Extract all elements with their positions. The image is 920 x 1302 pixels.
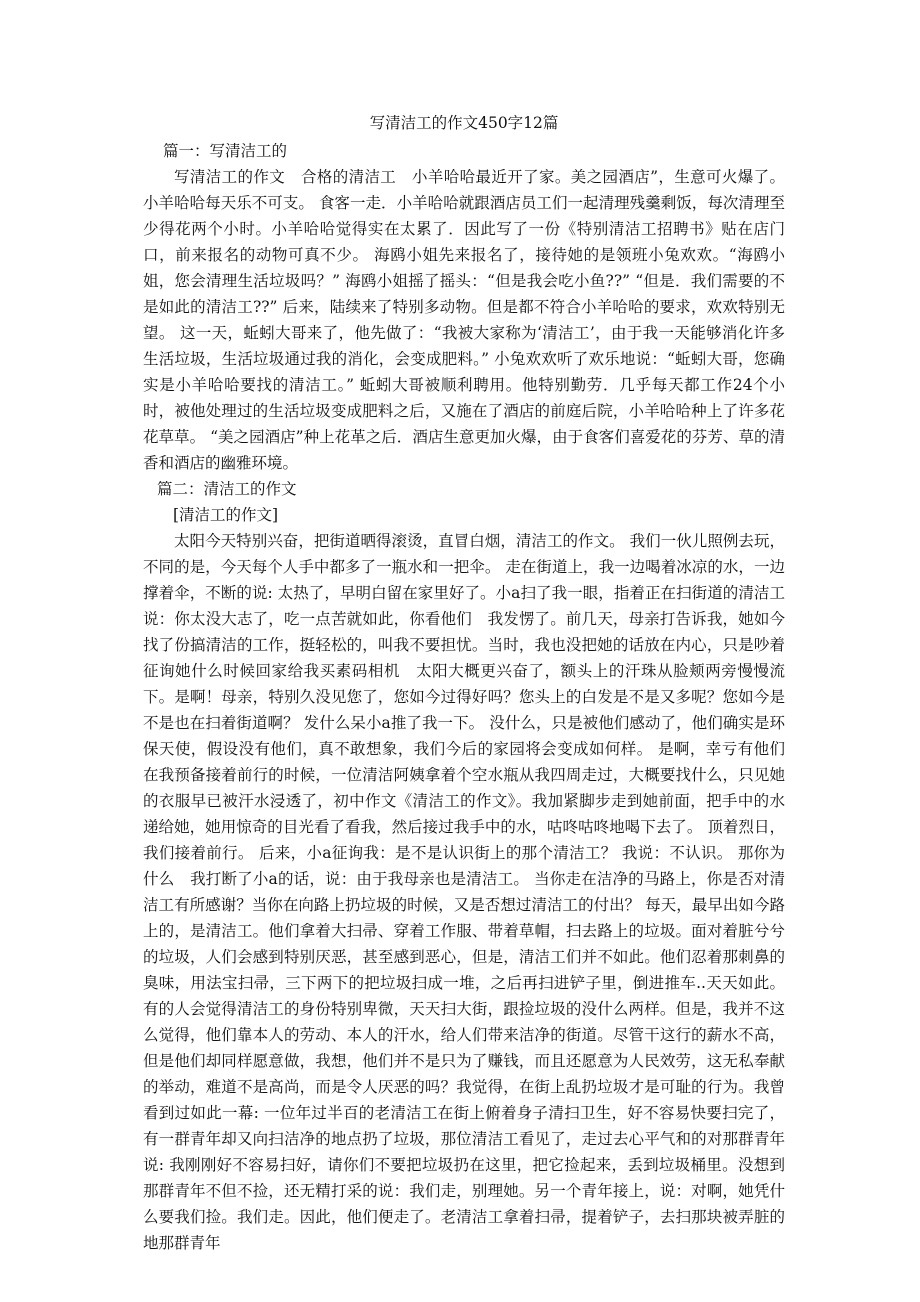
document-title: 写清洁工的作文450字12篇 [369, 114, 559, 132]
section-2-subheading: [清洁工的作文] [173, 506, 279, 524]
section-2-body: 太阳今天特别兴奋，把街道晒得滚烫，直冒白烟，清洁工的作文。 我们一伙儿照例去玩，不同的是，今天每个人手中都多了一瓶水和一把伞。 走在街道上，我一边喝着冰凉的水，一边撑着伞，不断的说: 太热了，早明白留在家里好了。小a扫了我一眼，指着正在扫街道的清洁工说：你太没大志了，吃一点苦就如此，你看他们 我发愣了。前几天，母亲打告诉我，她如今找了份搞清洁的工作，挺轻松的，叫我不要担忧。当时，我也没把她的话放在内心，只是吵着征询她什么时候回家给我买素码相机 太阳大概更兴奋了，额头上的汗珠从脸颊两旁慢慢流下。是啊！母亲，特别久没见您了，您如今过得好吗？您头上的白发是不是又多呢？您如今是不是也在扫着街道啊？ 发什么呆小a推了我一下。 没什么，只是被他们感动了，他们确实是环保天使，假设没有他们，真不敢想象，我们今后的家园将会变成如何样。 是啊，幸亏有他们 在我预备接着前行的时候，一位清洁阿姨拿着个空水瓶从我四周走过，大概要找什么，只见她的衣服早已被汗水浸透了，初中作文《清洁工的作文》。我加紧脚步走到她前面，把手中的水递给她，她用惊奇的目光看了看我，然后接过我手中的水，咕咚咕咚地喝下去了。 顶着烈日，我们接着前行。 后来，小a征询我：是不是认识街上的那个清洁工？ 我说：不认识。 那你为什么 我打断了小a的话，说：由于我母亲也是清洁工。 当你走在洁净的马路上，你是否对清洁工有所感谢？当你在向路上扔垃圾的时候，又是否想过清洁工的付出？ 每天，最早出如今路上的，是清洁工。他们拿着大扫帚、穿着工作服、带着草帽，扫去路上的垃圾。面对着脏兮兮的垃圾，人们会感到特别厌恶，甚至感到恶心，但是，清洁工们并不如此。他们忍着那刺鼻的臭味，用法宝扫帚，三下两下的把垃圾扫成一堆，之后再扫进铲子里，倒进推车..天天如此。有的人会觉得清洁工的身份特别卑微，天天扫大街，跟捡垃圾的没什么两样。但是，我并不这么觉得，他们靠本人的劳动、本人的汗水，给人们带来洁净的街道。尽管干这行的薪水不高，但是他们却同样愿意做，我想，他们并不是只为了赚钱，而且还愿意为人民效劳，这无私奉献的举动，难道不是高尚，而是令人厌恶的吗？我觉得，在街上乱扔垃圾才是可耻的行为。我曾看到过如此一幕: 一位年过半百的老清洁工在街上俯着身子清扫卫生，好不容易快要扫完了，有一群青年却又向扫洁净的地点扔了垃圾，那位清洁工看见了，走过去心平气和的对那群青年说: 我刚刚好不容易扫好，请你们不要把垃圾扔在这里，把它捡起来，丢到垃圾桶里。没想到那群青年不但不捡，还无精打采的说：我们走，别理她。另一个青年接上，说：对啊，她凭什么要我们捡。我们走。因此，他们便走了。老清洁工拿着扫帚，提着铲子，去扫那块被弄脏的地那群青年 [143, 532, 817, 1252]
section-1-body: 写清洁工的作文 合格的清洁工 小羊哈哈最近开了家。美之园酒店”，生意可火爆了。小羊哈哈每天乐不可支。 食客一走．小羊哈哈就跟酒店员工们一起清理残羹剩饭，每次清理至少得花两个小时。小羊哈哈觉得实在太累了．因此写了一份《特别清洁工招聘书》贴在店门口，前来报名的动物可真不少。 海鸥小姐先来报名了，接待她的是领班小兔欢欢。“海鸥小姐，您会清理生活垃圾吗？” 海鸥小姐摇了摇头：“但是我会吃小鱼??” “但是．我们需要的不是如此的清洁工??” 后来，陆续来了特别多动物。但是都不符合小羊哈哈的要求，欢欢特别无望。 这一天，蚯蚓大哥来了，他先做了：“我被大家称为‘清洁工’，由于我一天能够消化许多生活垃圾，生活垃圾通过我的消化，会变成肥料。” 小兔欢欢听了欢乐地说：“蚯蚓大哥，您确实是小羊哈哈要找的清洁工。” 蚯蚓大哥被顺利聘用。他特别勤劳．几乎每天都工作24个小时，被他处理过的生活垃圾变成肥料之后，又施在了酒店的前庭后院，小羊哈哈种上了许多花花草草。 “美之园酒店”种上花革之后．酒店生意更加火爆，由于食客们喜爱花的芬芳、草的清香和酒店的幽雅环境。 [143, 168, 785, 472]
document-page [143, 110, 817, 1256]
section-2 [143, 476, 817, 1256]
section-1-heading: 篇一：写清洁工的 [163, 142, 288, 160]
section-1 [143, 138, 785, 476]
section-2-heading: 篇二：清洁工的作文 [157, 480, 297, 498]
